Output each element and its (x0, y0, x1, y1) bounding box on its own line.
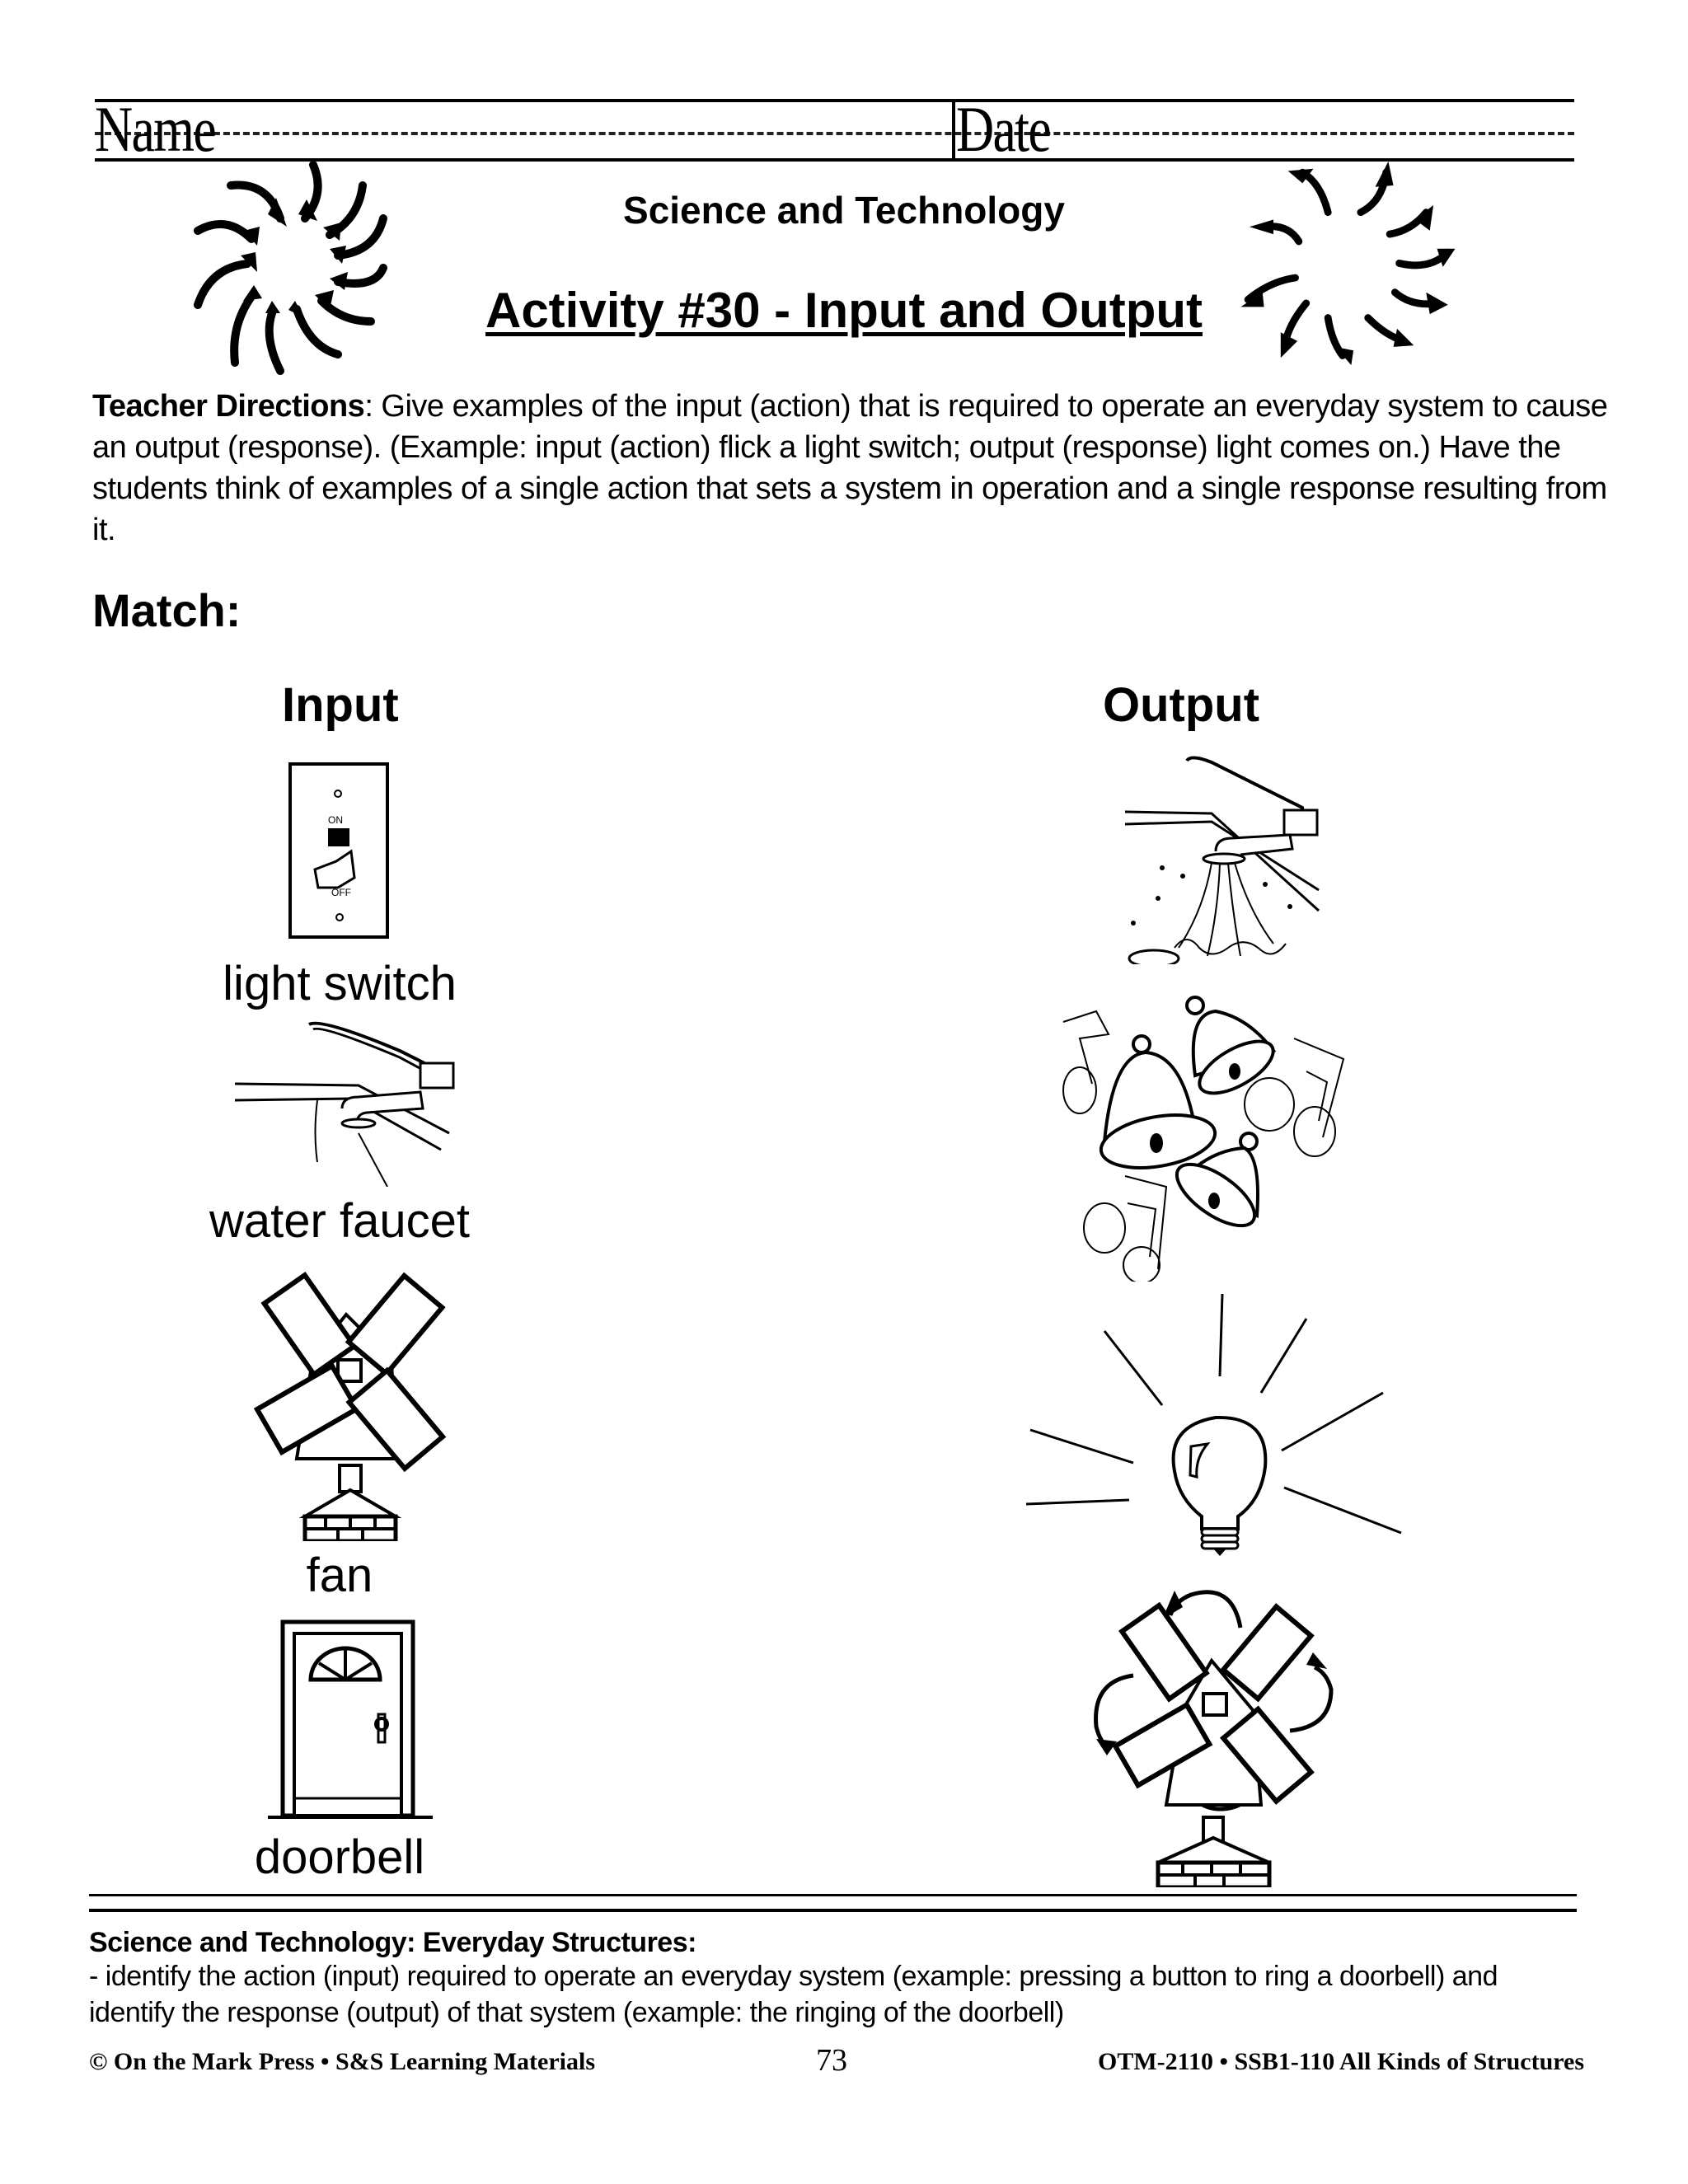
ringing-bells-icon (1047, 985, 1393, 1282)
water-faucet-icon (235, 1018, 466, 1187)
outward-swirl-arrows-icon (1212, 144, 1459, 375)
date-label: Date (956, 93, 1051, 165)
spinning-fan-icon (1059, 1562, 1364, 1887)
door-icon (268, 1615, 433, 1821)
switch-on-text: ON (328, 814, 343, 826)
light-switch-icon (280, 754, 396, 944)
footer-publisher: © On the Mark Press • S&S Learning Materials (89, 2048, 595, 2075)
inward-swirl-arrows-icon (165, 148, 412, 379)
input-label-fan: fan (306, 1549, 373, 1602)
glowing-light-bulb-icon (1014, 1286, 1409, 1566)
input-label-water-faucet: water faucet (209, 1194, 470, 1248)
expectations-title: Science and Technology: Everyday Structures: (89, 1927, 696, 1958)
input-label-light-switch: light switch (223, 957, 457, 1010)
name-date-dashed-line (95, 132, 1574, 135)
svg-text:OFF: OFF (331, 887, 351, 898)
activity-title: Activity #30 - Input and Output (485, 283, 1203, 338)
teacher-directions-label: Teacher Directions (92, 389, 365, 424)
output-column-heading: Output (1103, 678, 1260, 732)
page-number: 73 (816, 2043, 847, 2078)
running-water-icon (1096, 746, 1343, 964)
teacher-directions-text: : Give examples of the input (action) that is required to operate an everyday system to cause an output (response). (Example: input (action) flick a light switch; output (response) light comes on.) Have the students think of examples of a single action that sets a system in operation and a single response resulting from it. (92, 389, 1608, 547)
footer-rule-bottom (89, 1909, 1577, 1912)
teacher-directions (92, 386, 1609, 551)
input-label-doorbell: doorbell (254, 1830, 425, 1884)
date-divider (952, 99, 955, 158)
expectations-text: - identify the action (input) required to operate an everyday system (example: pressing a button to ring a doorbell) and identify the response (output) of that system (example: the ringing of the doorbell) (89, 1961, 1498, 2028)
match-heading: Match: (92, 584, 241, 636)
footer-product-code: OTM-2110 • SSB1-110 All Kinds of Structures (1098, 2048, 1585, 2075)
name-label: Name (95, 93, 216, 165)
input-column-heading: Input (282, 678, 399, 732)
footer-rule-top (89, 1894, 1577, 1896)
windmill-fan-icon (247, 1269, 453, 1541)
name-date-top-line (95, 99, 1574, 102)
subject-heading: Science and Technology (623, 189, 1065, 232)
